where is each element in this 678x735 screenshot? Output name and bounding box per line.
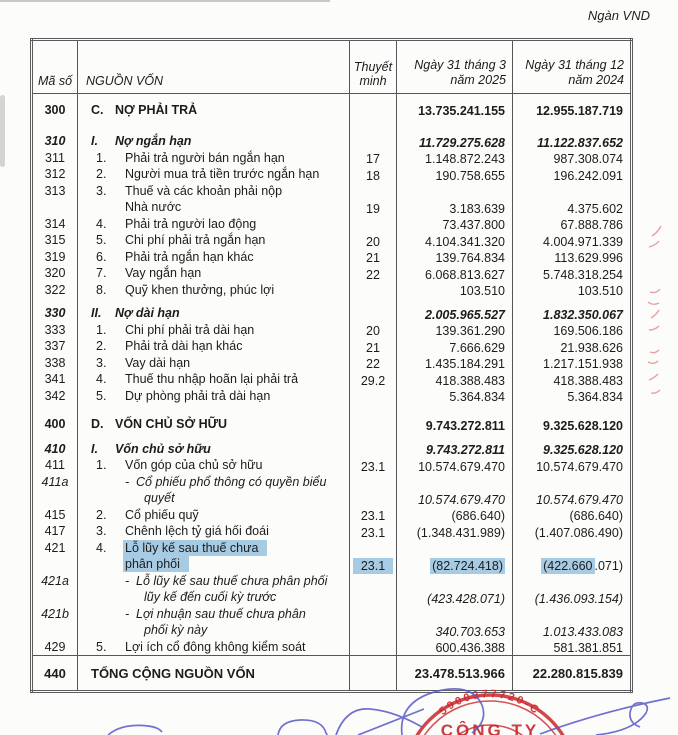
name-cell: D. VỐN CHỦ SỞ HỮU <box>78 416 350 433</box>
table-row-320 <box>32 265 632 282</box>
stamp-center-text: CÔNG TY <box>440 721 540 735</box>
spacer-cell <box>32 404 78 416</box>
name-cell: 5. Dự phòng phải trả dài hạn <box>78 388 350 405</box>
value-2025-cell: 5.364.834 <box>397 388 513 405</box>
value-2024-cell: 4.375.602 <box>567 201 623 216</box>
note-cell: 20 <box>350 232 397 249</box>
table-header <box>32 40 632 94</box>
spacer-cell <box>513 433 632 441</box>
note-cell <box>350 305 397 322</box>
value-2024-cell: 418.388.483 <box>553 373 623 388</box>
value-2024-cell: 11.122.837.652 <box>537 135 623 150</box>
table-row-341 <box>32 371 632 388</box>
scan-artifact-left <box>0 95 5 167</box>
code-cell: 417 <box>32 523 78 540</box>
name-cell: 2. Cổ phiếu quỹ <box>78 507 350 524</box>
spacer-row <box>32 94 632 102</box>
value-2024-cell: 987.308.074 <box>553 152 623 166</box>
table-row-411 <box>32 457 632 474</box>
value-2024-cell: 5.748.318.254 <box>543 267 623 282</box>
spacer-cell <box>78 433 350 441</box>
name-cell: II. Nợ dài hạn <box>78 305 350 322</box>
value-2025-cell: 600.436.388 <box>397 639 513 656</box>
note-cell <box>350 441 397 458</box>
value-2024-cell: 10.574.679.470 <box>536 459 623 474</box>
code-cell: 320 <box>32 265 78 282</box>
value-2024-cell: 9.325.628.120 <box>543 443 623 457</box>
value-2024-cell: (686.640) <box>569 509 623 523</box>
code-cell: 315 <box>32 232 78 249</box>
balance-sheet-table <box>30 38 633 693</box>
value-2024-cell: 9.325.628.120 <box>543 418 623 433</box>
value-2025-cell: 139.361.290 <box>397 322 513 339</box>
value-2025-cell: (423.428.071) <box>397 573 513 606</box>
spacer-row <box>32 404 632 416</box>
note-cell: 17 <box>350 150 397 167</box>
signature-strokes <box>108 689 670 735</box>
code-cell: 311 <box>32 150 78 167</box>
name-cell: 3. Vay dài hạn <box>78 355 350 372</box>
header-note-column: Thuyết minh <box>350 40 397 94</box>
value-2024-cell: 10.574.679.470 <box>536 492 623 507</box>
code-cell: 310 <box>32 133 78 150</box>
note-cell <box>350 216 397 233</box>
table-row-421 <box>32 540 632 573</box>
code-cell: 330 <box>32 305 78 322</box>
code-cell: 410 <box>32 441 78 458</box>
name-cell: 1. Phải trả người bán ngắn hạn <box>78 150 350 167</box>
value-2025-cell: 9.743.272.811 <box>397 441 513 458</box>
table-row-330 <box>32 305 632 322</box>
name-cell: - Lỗ lũy kế sau thuế chưa phân phối lũy kế đến cuối kỳ trước <box>78 573 350 606</box>
note-cell <box>350 388 397 405</box>
table-row-314 <box>32 216 632 233</box>
value-2024-cell: (422.660 .071) <box>543 558 623 573</box>
table-row-429 <box>32 639 632 656</box>
name-cell: 4. Thuế thu nhập hoãn lại phải trả <box>78 371 350 388</box>
spacer-cell <box>32 298 78 305</box>
scan-artifact-top <box>0 0 330 2</box>
header-name-column: NGUỒN VỐN <box>78 40 350 94</box>
spacer-cell <box>350 298 397 305</box>
total-row <box>32 656 632 692</box>
spacer-cell <box>350 94 397 102</box>
name-cell: - Cổ phiếu phổ thông có quyền biểu quyết <box>78 474 350 507</box>
spacer-cell <box>513 94 632 102</box>
table-row-338 <box>32 355 632 372</box>
table-row-400 <box>32 416 632 433</box>
value-2025-cell: 7.666.629 <box>397 338 513 355</box>
name-cell: 5. Chi phí phải trả ngắn hạn <box>78 232 350 249</box>
value-2024-cell: 21.938.626 <box>560 340 623 355</box>
note-cell: 23.1 <box>350 523 397 540</box>
value-2025-cell: 1.148.872.243 <box>397 150 513 167</box>
total-label: TỔNG CỘNG NGUỒN VỐN <box>78 656 350 692</box>
spacer-cell <box>78 404 350 416</box>
table-row-312 <box>32 166 632 183</box>
table-row-310 <box>32 133 632 150</box>
note-cell <box>350 474 397 507</box>
spacer-cell <box>350 404 397 416</box>
spacer-cell <box>397 118 513 133</box>
value-2025-cell: 2.005.965.527 <box>397 305 513 322</box>
code-cell: 314 <box>32 216 78 233</box>
name-cell: 1. Vốn góp của chủ sở hữu <box>78 457 350 474</box>
value-2024-cell: 103.510 <box>577 284 623 298</box>
stamp-arc-text: 5900377720-C <box>437 688 543 718</box>
spacer-row <box>32 118 632 133</box>
note-cell <box>350 133 397 150</box>
spacer-cell <box>32 433 78 441</box>
total-code: 440 <box>32 656 78 692</box>
value-2025-cell: 1.435.184.291 <box>397 355 513 372</box>
value-2024-cell: (1.436.093.154) <box>534 591 623 606</box>
note-cell <box>350 639 397 656</box>
header-period-2025-column: Ngày 31 tháng 3 năm 2025 <box>397 40 513 94</box>
table-body <box>32 94 632 656</box>
table-row-313 <box>32 183 632 216</box>
value-2025-cell: (82.724.418) <box>397 540 513 573</box>
name-cell: C. NỢ PHẢI TRẢ <box>78 102 350 119</box>
spacer-cell <box>397 298 513 305</box>
name-cell: 8. Quỹ khen thưởng, phúc lợi <box>78 282 350 299</box>
code-cell: 313 <box>32 183 78 216</box>
code-cell: 300 <box>32 102 78 119</box>
spacer-cell <box>32 94 78 102</box>
value-2025-cell: 103.510 <box>397 282 513 299</box>
spacer-row <box>32 298 632 305</box>
spacer-cell <box>513 118 632 133</box>
note-cell: 21 <box>350 338 397 355</box>
value-2025-cell: 13.735.241.155 <box>397 102 513 119</box>
note-cell: 23.1 <box>350 540 397 573</box>
value-2025-cell: 139.764.834 <box>397 249 513 266</box>
code-cell: 421a <box>32 573 78 606</box>
value-2024-cell: 1.832.350.067 <box>543 307 623 322</box>
code-cell: 400 <box>32 416 78 433</box>
spacer-cell <box>397 404 513 416</box>
name-cell: 2. Người mua trả tiền trước ngắn hạn <box>78 166 350 183</box>
value-2025-cell: 340.703.653 <box>397 606 513 639</box>
table-row-421b <box>32 606 632 639</box>
red-edge-marks <box>648 226 661 393</box>
spacer-cell <box>78 298 350 305</box>
code-cell: 415 <box>32 507 78 524</box>
name-cell: 2. Phải trả dài hạn khác <box>78 338 350 355</box>
note-cell: 19 <box>350 183 397 216</box>
value-2025-cell: 9.743.272.811 <box>397 416 513 433</box>
value-2024-cell: (1.407.086.490) <box>534 525 623 540</box>
note-cell <box>350 606 397 639</box>
value-2025-cell: 73.437.800 <box>397 216 513 233</box>
note-cell <box>350 416 397 433</box>
table-row-337 <box>32 338 632 355</box>
code-cell: 411 <box>32 457 78 474</box>
code-cell: 322 <box>32 282 78 299</box>
note-cell: 22 <box>350 355 397 372</box>
value-2025-cell: 6.068.813.627 <box>397 265 513 282</box>
value-2024-cell: 113.629.996 <box>554 251 623 265</box>
name-cell: 3. Thuế và các khoản phải nộp Nhà nước <box>78 183 350 216</box>
value-2025-cell: 10.574.679.470 <box>397 474 513 507</box>
note-cell: 20 <box>350 322 397 339</box>
spacer-cell <box>513 404 632 416</box>
name-cell: - Lợi nhuận sau thuế chưa phân phối kỳ này <box>78 606 350 639</box>
name-cell: 7. Vay ngắn hạn <box>78 265 350 282</box>
table-row-319 <box>32 249 632 266</box>
value-2024-cell: 196.242.091 <box>553 168 623 183</box>
code-cell: 342 <box>32 388 78 405</box>
value-2024-cell: 4.004.971.339 <box>543 234 623 249</box>
value-2025-cell: (1.348.431.989) <box>397 523 513 540</box>
table-row-322 <box>32 282 632 299</box>
name-cell: I. Vốn chủ sở hữu <box>78 441 350 458</box>
code-cell: 338 <box>32 355 78 372</box>
name-cell: 4. Phải trả người lao động <box>78 216 350 233</box>
name-cell: 3. Chênh lệch tỷ giá hối đoái <box>78 523 350 540</box>
table-footer <box>32 656 632 692</box>
currency-unit-note: Ngàn VND <box>587 8 650 23</box>
spacer-cell <box>350 118 397 133</box>
note-cell: 18 <box>350 166 397 183</box>
value-2025-cell: 10.574.679.470 <box>397 457 513 474</box>
value-2025-cell: 11.729.275.628 <box>397 133 513 150</box>
table-row-342 <box>32 388 632 405</box>
note-cell <box>350 102 397 119</box>
table-row-421a <box>32 573 632 606</box>
table-row-333 <box>32 322 632 339</box>
note-cell: 23.1 <box>350 457 397 474</box>
company-stamp <box>404 688 576 735</box>
note-cell: 21 <box>350 249 397 266</box>
note-cell: 22 <box>350 265 397 282</box>
table-row-300 <box>32 102 632 119</box>
table-row-311 <box>32 150 632 167</box>
spacer-cell <box>32 118 78 133</box>
value-2024-cell: 1.217.151.938 <box>543 357 623 371</box>
code-cell: 319 <box>32 249 78 266</box>
spacer-cell <box>397 433 513 441</box>
total-value-2024: 22.280.815.839 <box>513 656 632 692</box>
value-2024-cell: 581.381.851 <box>553 641 623 655</box>
value-2024-cell: 67.888.786 <box>560 218 623 232</box>
code-cell: 333 <box>32 322 78 339</box>
value-2025-cell: 3.183.639 <box>397 183 513 216</box>
code-cell: 341 <box>32 371 78 388</box>
table-row-415 <box>32 507 632 524</box>
code-cell: 429 <box>32 639 78 656</box>
code-cell: 411a <box>32 474 78 507</box>
spacer-cell <box>78 94 350 102</box>
note-cell: 29.2 <box>350 371 397 388</box>
spacer-cell <box>397 94 513 102</box>
spacer-row <box>32 433 632 441</box>
name-cell: I. Nợ ngắn hạn <box>78 133 350 150</box>
note-cell: 23.1 <box>350 507 397 524</box>
value-2024-cell: 1.013.433.083 <box>543 624 623 639</box>
code-cell: 421 <box>32 540 78 573</box>
name-cell: 5. Lợi ích cổ đông không kiểm soát <box>78 639 350 656</box>
total-note <box>350 656 397 692</box>
header-code-column: Mã số <box>32 40 78 94</box>
note-cell <box>350 573 397 606</box>
header-period-2024-column: Ngày 31 tháng 12 năm 2024 <box>513 40 632 94</box>
table-row-411a <box>32 474 632 507</box>
code-cell: 421b <box>32 606 78 639</box>
spacer-cell <box>513 298 632 305</box>
code-cell: 337 <box>32 338 78 355</box>
note-cell <box>350 282 397 299</box>
table-row-315 <box>32 232 632 249</box>
value-2025-cell: 4.104.341.320 <box>397 232 513 249</box>
value-2024-cell: 169.506.186 <box>553 324 623 338</box>
name-cell: 1. Chi phí phải trả dài hạn <box>78 322 350 339</box>
value-2025-cell: 418.388.483 <box>397 371 513 388</box>
value-2024-cell: 12.955.187.719 <box>536 104 623 118</box>
spacer-cell <box>350 433 397 441</box>
table-row-417 <box>32 523 632 540</box>
table-row-410 <box>32 441 632 458</box>
value-2024-cell: 5.364.834 <box>567 390 623 404</box>
total-value-2025: 23.478.513.966 <box>397 656 513 692</box>
spacer-cell <box>78 118 350 133</box>
name-cell: 6. Phải trả ngắn hạn khác <box>78 249 350 266</box>
value-2025-cell: 190.758.655 <box>397 166 513 183</box>
value-2025-cell: (686.640) <box>397 507 513 524</box>
name-cell: 4. Lỗ lũy kế sau thuế chưa phân phối <box>78 540 350 573</box>
code-cell: 312 <box>32 166 78 183</box>
